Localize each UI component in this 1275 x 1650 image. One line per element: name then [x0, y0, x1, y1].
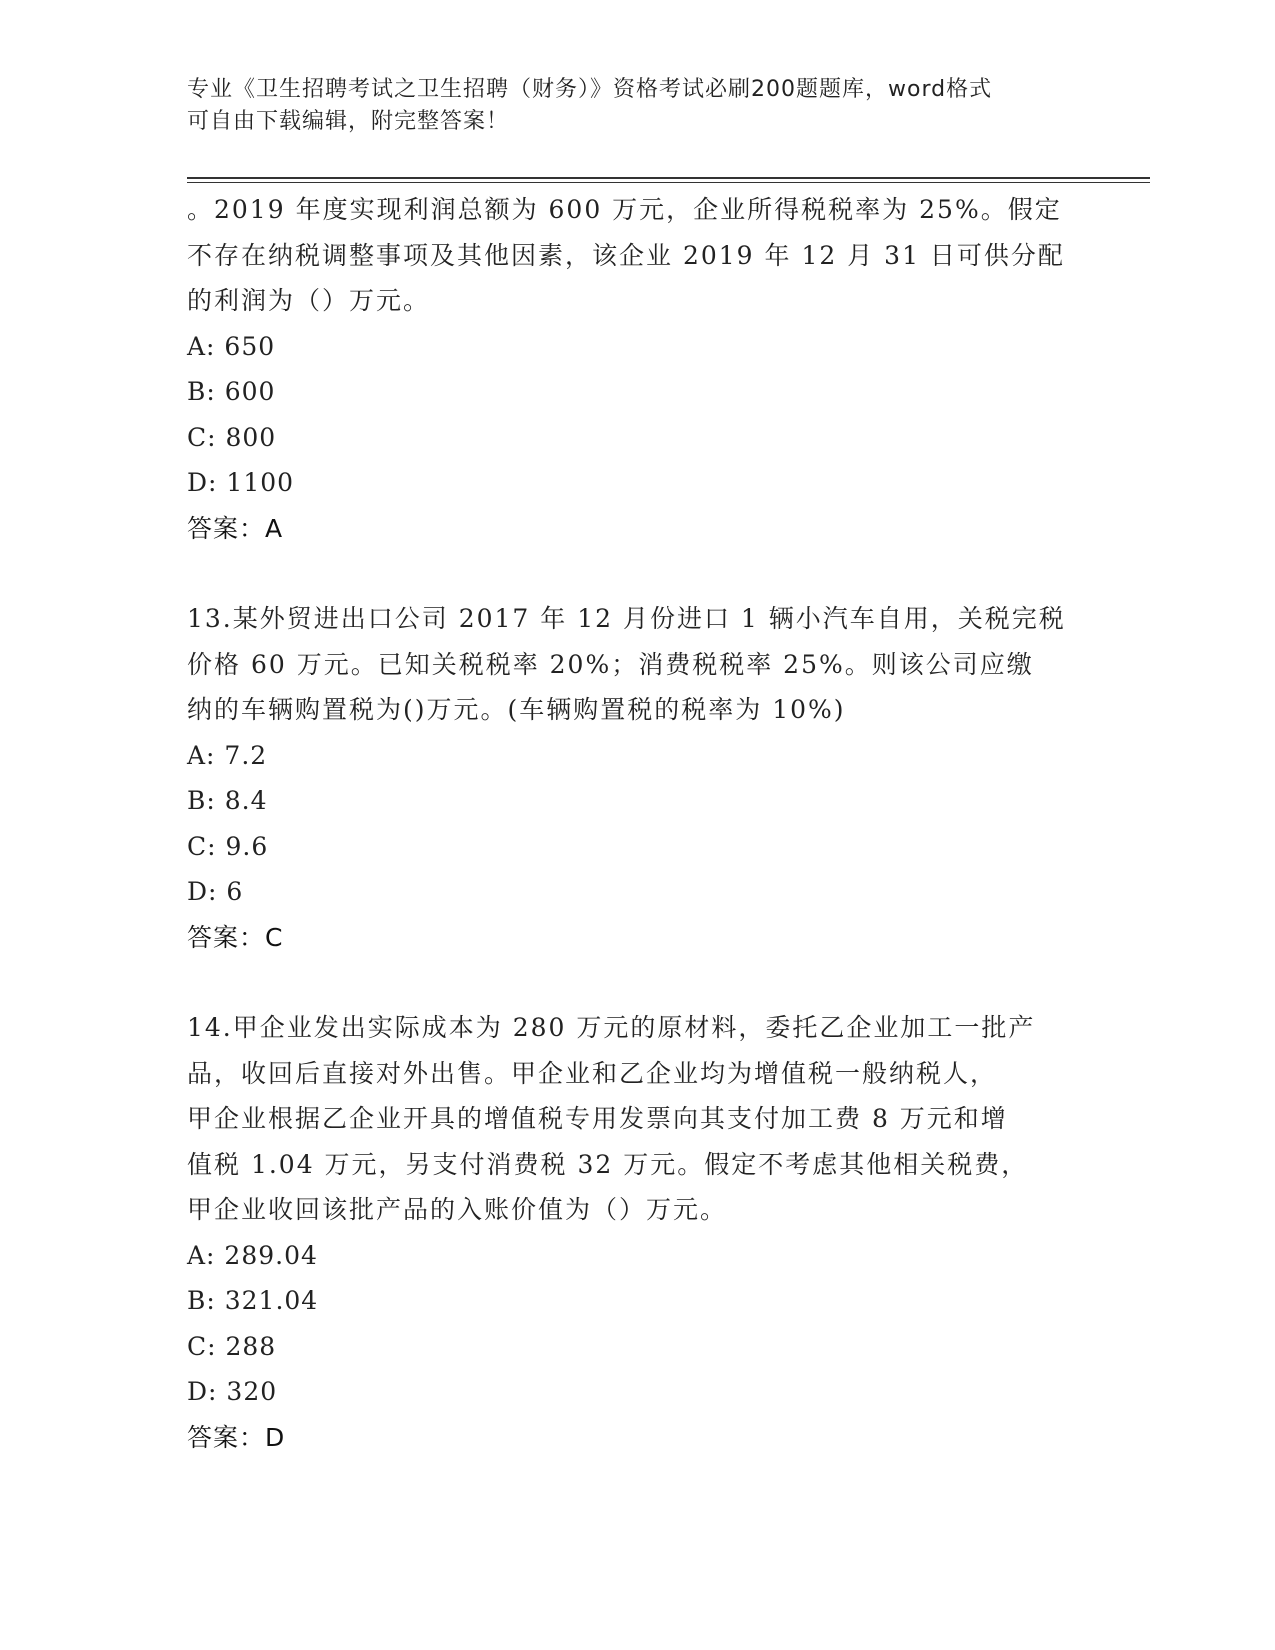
option-b: B: 8.4	[187, 786, 268, 815]
document-header	[187, 74, 1067, 138]
option-a: A: 650	[187, 331, 276, 361]
question-text-line: 不存在纳税调整事项及其他因素，该企业 2019 年 12 月 31 日可供分配	[187, 240, 1065, 270]
question-text-line: 。2019 年度实现利润总额为 600 万元，企业所得税税率为 25%。假定	[187, 195, 1062, 224]
option-b: B: 600	[187, 377, 276, 406]
option-a: A: 289.04	[187, 1240, 318, 1270]
question-item	[187, 187, 1087, 551]
question-list	[187, 187, 1087, 1505]
question-text-line: 值税 1.04 万元，另支付消费税 32 万元。假定不考虑其他相关税费，	[187, 1149, 1029, 1179]
option-d: D: 1100	[187, 468, 295, 497]
question-text-line: 甲企业收回该批产品的入账价值为（）万元。	[187, 1195, 728, 1224]
header-line-2: 可自由下载编辑，附完整答案！	[187, 109, 510, 134]
question-text-line: 14.甲企业发出实际成本为 280 万元的原材料，委托乙企业加工一批产	[187, 1013, 1036, 1042]
question-text-line: 甲企业根据乙企业开具的增值税专用发票向其支付加工费 8 万元和增	[187, 1104, 1008, 1133]
option-b: B: 321.04	[187, 1286, 319, 1315]
answer-label: 答案：D	[187, 1422, 286, 1452]
option-c: C: 9.6	[187, 831, 269, 861]
question-item	[187, 596, 1087, 960]
answer-label: 答案：A	[187, 513, 284, 543]
option-c: C: 800	[187, 422, 277, 452]
question-text-line: 品，收回后直接对外出售。甲企业和乙企业均为增值税一般纳税人，	[187, 1058, 998, 1088]
question-text-line: 价格 60 万元。已知关税税率 20%；消费税税率 25%。则该公司应缴	[187, 649, 1034, 679]
header-divider-thin	[187, 182, 1150, 183]
question-text-line: 13.某外贸进出口公司 2017 年 12 月份进口 1 辆小汽车自用，关税完税	[187, 604, 1066, 633]
answer-label: 答案：C	[187, 922, 284, 952]
header-line-1: 专业《卫生招聘考试之卫生招聘（财务）》资格考试必刷200题题库，word格式	[187, 77, 993, 102]
question-text-line: 的利润为（）万元。	[187, 286, 431, 315]
option-d: D: 320	[187, 1377, 278, 1406]
option-d: D: 6	[187, 877, 244, 906]
option-a: A: 7.2	[187, 740, 268, 770]
question-item	[187, 1005, 1087, 1460]
header-divider-thick	[187, 177, 1150, 179]
question-text-line: 纳的车辆购置税为()万元。(车辆购置税的税率为 10%)	[187, 695, 846, 724]
option-c: C: 288	[187, 1331, 277, 1361]
